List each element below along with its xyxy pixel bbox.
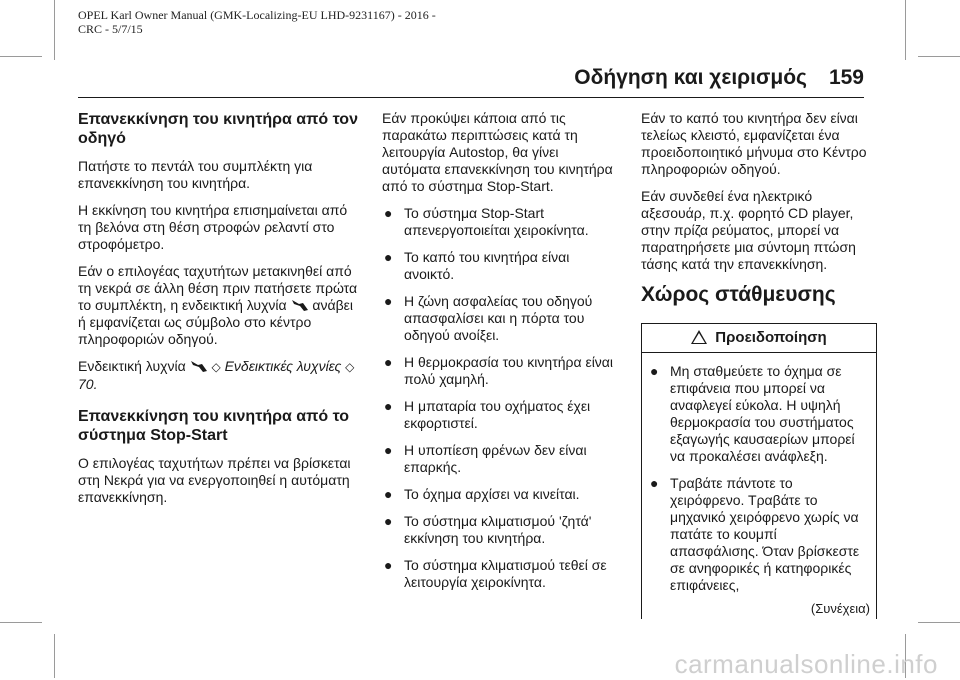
page-reference-icon: ◇ — [345, 360, 355, 374]
crop-mark — [918, 622, 960, 623]
column-3 — [641, 110, 875, 619]
paragraph-intro: Εάν προκύψει κάποια από τις παρακάτω περιπτώσεις κατά τη λειτουργία Autostop, θα γίνει αυτόματα επανεκκίνηση του κινητήρα από το σύστημα Stop-Start. — [382, 110, 613, 194]
list-item: ● Το όχημα αρχίσει να κινείται. — [384, 486, 580, 502]
warning-box — [641, 323, 877, 619]
column-2 — [382, 110, 618, 601]
paragraph: Ο επιλογέας ταχυτήτων πρέπει να βρίσκεται στη Νεκρά για να ενεργοποιηθεί η αυτόματη επανεκκίνηση. — [78, 455, 351, 505]
paragraph-reference: Ενδεικτική λυχνία ◇ Ενδεικτικές λυχνίες ◇70. — [78, 358, 355, 392]
warning-header — [642, 324, 876, 352]
crop-mark — [918, 56, 960, 57]
list-item: ● Το καπό του κινητήρα είναι ανοικτό. — [384, 249, 570, 282]
warning-triangle-icon — [691, 330, 707, 344]
paragraph: Η εκκίνηση του κινητήρα επισημαίνεται από τη βελόνα στη θέση στροφών ρελαντί στο στροφόμετρο. — [78, 202, 348, 252]
warning-title: Προειδοποίηση — [715, 329, 827, 346]
list-item: ● Η μπαταρία του οχήματος έχει εκφορτιστεί. — [384, 398, 591, 431]
list-item: ● Τραβάτε πάντοτε το χειρόφρενο. Τραβάτε το μηχανικό χειρόφρενο χωρίς να πατάτε το κουμπί απασφάλισης. Όταν βρίσκεστε σε ανηφορικές ή κατηφορικές επιφάνειες, — [650, 475, 860, 593]
crop-mark — [0, 56, 42, 57]
crop-mark — [905, 0, 906, 60]
heading-parking: Χώρος στάθμευσης — [641, 283, 836, 306]
paragraph: Εάν συνδεθεί ένα ηλεκτρικό αξεσουάρ, π.χ. φορητό CD player, στην πρίζα ρεύματος, μπορεί να παρατηρήσετε μια σύντομη πτώση τάσης κατά την επανεκκίνηση. — [641, 188, 856, 272]
list-item: ● Μη σταθμεύετε το όχημα σε επιφάνεια που μπορεί να αναφλεγεί εύκολα. Η υψηλή θερμοκρασία του συστήματος εξαγωγής καυσαερίων μπορεί να προκαλέσει ανάφλεξη. — [650, 363, 855, 464]
list-item: ● Η υποπίεση φρένων δεν είναι επαρκής. — [384, 442, 587, 475]
heading-stop-start-restart: Επανεκκίνηση του κινητήρα από το σύστημα Stop-Start — [78, 408, 350, 444]
list-item: ● Το σύστημα κλιματισμού τεθεί σε λειτουργία χειροκίνητα. — [384, 557, 607, 590]
crop-mark — [0, 622, 42, 623]
crop-mark — [54, 634, 55, 678]
list-item: ● Το σύστημα Stop-Start απενεργοποιείται χειροκίνητα. — [384, 205, 589, 238]
watermark: carmanualsonline.info — [674, 649, 938, 679]
list-item: ● Η θερμοκρασία του κινητήρα είναι πολύ χαμηλή. — [384, 354, 614, 387]
condition-list — [382, 205, 618, 591]
reference-link[interactable]: Ενδεικτικές λυχνίες — [224, 358, 342, 374]
paragraph: Πατήστε το πεντάλ του συμπλέκτη για επανεκκίνηση του κινητήρα. — [78, 158, 313, 191]
page-number: 159 — [828, 66, 864, 89]
stop-start-lamp-icon — [190, 359, 208, 373]
page-reference-icon: ◇ — [211, 360, 221, 374]
paragraph: Εάν το καπό του κινητήρα δεν είναι τελείως κλειστό, εμφανίζεται ένα προειδοποιητικό μήνυμα στο Κέντρο πληροφοριών οδηγού. — [641, 110, 867, 177]
stop-start-lamp-icon — [291, 298, 309, 312]
list-item: ● Το σύστημα κλιματισμού 'ζητά' εκκίνηση του κινητήρα. — [384, 513, 592, 546]
header-rule — [78, 97, 864, 98]
section-title: Οδήγηση και χειρισμός — [574, 66, 807, 89]
heading-driver-restart: Επανεκκίνηση του κινητήρα από τον οδηγό — [78, 111, 358, 147]
warning-separator — [642, 352, 876, 353]
paragraph-lamp: Εάν ο επιλογέας ταχυτήτων μετακινηθεί από τη νεκρά σε άλλη θέση πριν πατήσετε πρώτα το συμπλέκτη, η ενδεικτική λυχνία ανάβει ή εμφανίζεται ως σύμβολο στο κέντρο πληροφοριών οδηγού. — [78, 263, 358, 347]
crop-mark — [54, 0, 55, 60]
document-header — [78, 8, 436, 36]
continued-label: (Συνέχεια) — [810, 601, 870, 616]
header-line-2: CRC - 5/7/15 — [78, 22, 143, 36]
warning-list — [642, 363, 876, 594]
running-head — [574, 66, 864, 90]
list-item: ● Η ζώνη ασφαλείας του οδηγού απασφαλίσει και η πόρτα του οδηγού ανοίξει. — [384, 293, 593, 343]
reference-page[interactable]: 70 — [78, 376, 94, 392]
column-1 — [78, 110, 360, 516]
header-line-1: OPEL Karl Owner Manual (GMK-Localizing-EU LHD-9231167) - 2016 - — [78, 8, 436, 22]
